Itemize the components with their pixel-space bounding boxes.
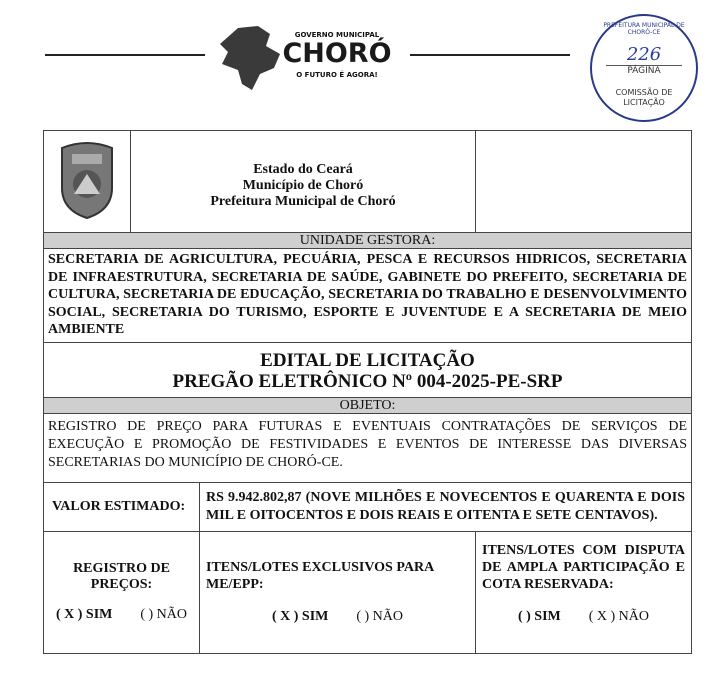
option-sim: ( X ) SIM — [55, 607, 113, 622]
unidade-gestora-text: SECRETARIA DE AGRICULTURA, PECUÁRIA, PESCA E RECURSOS HIDRICOS, SECRETARIA DE INFRAESTRUTURA, SECRETARIA DE SAÚDE, GABINETE DO PREFEITO, SECRETARIA DE CULTURA, SECRETARIA DE EDUCAÇÃO, SECRETARIA DO TRABALHO E DESENVOLVIMENTO SOCIAL, SECRETARIA DO TURISMO, ESPORTE E JUVENTUDE E A SECRETARIA DE MEIO AMBIENTE — [44, 249, 692, 343]
edital-title-line2: PREGÃO ELETRÔNICO Nº 004-2025-PE-SRP — [172, 370, 563, 392]
stamp-page-label: PÁGINA — [606, 65, 682, 76]
commission-stamp — [590, 14, 698, 122]
option-label: REGISTRO DE PREÇOS: — [73, 561, 170, 592]
option-label: ITENS/LOTES EXCLUSIVOS PARA ME/EPP: — [206, 560, 434, 592]
option-nao: ( ) NÃO — [356, 609, 404, 624]
unidade-gestora-label: UNIDADE GESTORA: — [44, 233, 692, 249]
crest-cell — [44, 131, 131, 233]
valor-text: RS 9.942.802,87 (NOVE MILHÕES E NOVECENTOS E QUARENTA E DOIS MIL E OITOCENTOS E DOIS REAIS E OITENTA E SETE CENTAVOS). — [200, 482, 692, 531]
option-ampla-participacao — [476, 531, 692, 653]
objeto-label: OBJETO: — [44, 397, 692, 413]
valor-label: VALOR ESTIMADO: — [44, 482, 200, 531]
objeto-text: REGISTRO DE PREÇO PARA FUTURAS E EVENTUAIS CONTRATAÇÕES DE SERVIÇOS DE EXECUÇÃO E PROMOÇÃO DE FESTIVIDADES E EVENTOS DE INTERESSE DAS DIVERSAS SECRETARIAS DO MUNICÍPIO DE CHORÓ-CE. — [44, 413, 692, 482]
option-nao: ( X ) NÃO — [588, 608, 650, 624]
ceara-coat-of-arms-icon — [54, 138, 120, 220]
logo-top-text: GOVERNO MUNICIPAL — [294, 31, 380, 39]
option-sim: ( ) SIM — [517, 608, 561, 624]
empty-header-cell — [476, 131, 692, 233]
state-name: Estado do Ceará — [253, 161, 353, 177]
municipality-name: Município de Choró — [242, 177, 364, 193]
stamp-commission: COMISSÃO DE LICITAÇÃO — [615, 88, 673, 107]
letterhead-rule-right — [410, 54, 570, 56]
option-exclusivos-me-epp — [200, 531, 476, 653]
option-nao: ( ) NÃO — [140, 607, 188, 622]
logo-name: CHORÓ — [282, 38, 392, 69]
logo-slogan: O FUTURO É AGORA! — [296, 71, 378, 79]
option-label: ITENS/LOTES COM DISPUTA DE AMPLA PARTICIPAÇÃO E COTA RESERVADA: — [482, 542, 685, 592]
edital-title-line1: EDITAL DE LICITAÇÃO — [260, 349, 475, 371]
edital-title — [44, 342, 692, 397]
option-registro-precos — [44, 531, 200, 653]
header-cell — [131, 131, 476, 233]
prefecture-name: Prefeitura Municipal de Choró — [210, 193, 396, 209]
letterhead-rule-left — [45, 54, 205, 56]
choro-map-logo-icon — [218, 24, 284, 94]
stamp-page-number: 226 — [626, 44, 662, 65]
option-sim: ( X ) SIM — [271, 609, 329, 624]
edital-table — [43, 130, 692, 654]
stamp-ring-text: PREFEITURA MUNICIPAL DE CHORÓ-CE — [603, 22, 685, 36]
